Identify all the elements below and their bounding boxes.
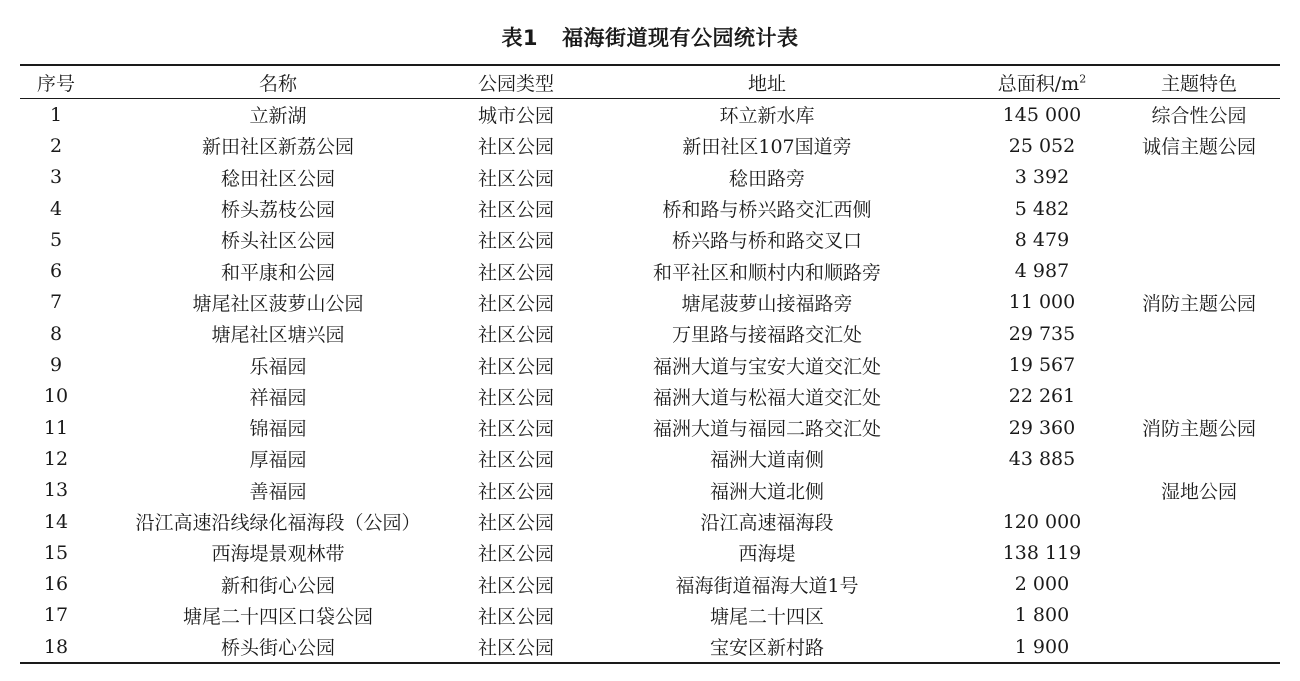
header-name: 名称 <box>258 72 297 95</box>
table-row <box>20 99 1280 131</box>
cell-type: 社区公园 <box>477 637 554 660</box>
cell-address: 塘尾二十四区 <box>709 605 824 628</box>
cell-no: 3 <box>49 166 63 189</box>
cell-no: 7 <box>49 291 63 314</box>
cell-type: 社区公园 <box>477 136 554 159</box>
cell-address: 福洲大道南侧 <box>709 449 824 472</box>
cell-address: 福海街道福海大道1号 <box>675 574 859 597</box>
cell-area: 120 000 <box>1002 510 1082 533</box>
cell-address: 西海堤 <box>738 543 796 566</box>
cell-no: 4 <box>49 197 63 220</box>
cell-area: 138 119 <box>1002 541 1082 564</box>
table-row <box>20 568 1280 599</box>
cell-area <box>966 475 1118 506</box>
cell-no: 14 <box>43 510 69 533</box>
cell-type: 社区公园 <box>477 199 554 222</box>
cell-address: 万里路与接福路交汇处 <box>671 324 862 347</box>
cell-theme <box>1118 631 1280 663</box>
cell-type: 社区公园 <box>477 292 554 315</box>
cell-theme <box>1118 600 1280 631</box>
cell-name: 立新湖 <box>249 105 307 128</box>
cell-address: 宝安区新村路 <box>709 637 824 660</box>
table-title <box>0 24 1300 52</box>
cell-no: 6 <box>49 260 63 283</box>
cell-address: 桥兴路与桥和路交叉口 <box>671 230 862 253</box>
cell-no: 17 <box>43 604 69 627</box>
cell-address: 桥和路与桥兴路交汇西侧 <box>662 199 872 222</box>
header-area-unit-sup: 2 <box>1079 72 1087 86</box>
cell-no: 15 <box>43 541 69 564</box>
table-row <box>20 130 1280 161</box>
cell-type: 社区公园 <box>477 418 554 441</box>
cell-name: 西海堤景观林带 <box>211 543 345 566</box>
header-theme: 主题特色 <box>1160 72 1237 95</box>
cell-name: 沿江高速沿线绿化福海段（公园） <box>135 512 421 534</box>
table-row <box>20 255 1280 286</box>
cell-name: 稔田社区公园 <box>220 167 335 190</box>
cell-type: 社区公园 <box>477 512 554 534</box>
cell-type: 社区公园 <box>477 449 554 472</box>
cell-name: 厚福园 <box>249 449 307 472</box>
table-row <box>20 318 1280 349</box>
cell-area: 29 360 <box>1008 416 1076 439</box>
cell-area: 1 900 <box>1014 635 1070 658</box>
cell-area: 19 567 <box>1008 354 1076 377</box>
cell-theme <box>1118 193 1280 224</box>
cell-theme <box>1118 381 1280 412</box>
cell-name: 塘尾社区塘兴园 <box>211 324 345 347</box>
table-row <box>20 224 1280 255</box>
cell-type: 社区公园 <box>477 605 554 628</box>
cell-name: 新和街心公园 <box>220 574 335 597</box>
cell-no: 8 <box>49 322 63 345</box>
cell-address: 塘尾菠萝山接福路旁 <box>681 292 853 315</box>
table-row <box>20 287 1280 318</box>
cell-name: 锦福园 <box>249 418 307 441</box>
cell-name: 塘尾社区菠萝山公园 <box>192 292 364 315</box>
cell-address: 和平社区和顺村内和顺路旁 <box>652 261 881 284</box>
cell-area: 4 987 <box>1014 260 1070 283</box>
cell-area: 43 885 <box>1008 447 1076 470</box>
cell-name: 祥福园 <box>249 386 307 409</box>
cell-name: 乐福园 <box>249 355 307 378</box>
cell-type: 社区公园 <box>477 167 554 190</box>
cell-address: 沿江高速福海段 <box>700 512 834 534</box>
header-area <box>966 65 1118 99</box>
cell-name: 善福园 <box>249 480 307 503</box>
cell-no: 13 <box>43 479 69 502</box>
cell-type: 城市公园 <box>477 105 554 128</box>
table-number: 表1 <box>501 26 539 50</box>
cell-theme: 消防主题公园 <box>1141 292 1256 315</box>
table-row <box>20 537 1280 568</box>
cell-name: 塘尾二十四区口袋公园 <box>182 605 373 628</box>
cell-name: 桥头社区公园 <box>220 230 335 253</box>
header-type: 公园类型 <box>477 72 554 95</box>
cell-name: 新田社区新荔公园 <box>201 136 354 159</box>
cell-theme: 湿地公园 <box>1160 480 1237 503</box>
cell-no: 10 <box>43 385 69 408</box>
cell-no: 2 <box>49 134 63 157</box>
table-header <box>20 65 1280 99</box>
cell-theme <box>1118 506 1280 537</box>
table-row <box>20 349 1280 380</box>
cell-name: 桥头街心公园 <box>220 637 335 660</box>
table-row <box>20 381 1280 412</box>
table-row <box>20 631 1280 663</box>
cell-no: 1 <box>49 103 63 126</box>
cell-type: 社区公园 <box>477 574 554 597</box>
cell-theme <box>1118 537 1280 568</box>
table-row <box>20 475 1280 506</box>
cell-area: 2 000 <box>1014 573 1070 596</box>
cell-address: 福洲大道北侧 <box>709 480 824 503</box>
cell-theme <box>1118 224 1280 255</box>
cell-no: 18 <box>43 635 69 658</box>
table-body <box>20 99 1280 664</box>
cell-theme: 消防主题公园 <box>1141 418 1256 441</box>
cell-area: 3 392 <box>1014 166 1070 189</box>
cell-area: 11 000 <box>1008 291 1076 314</box>
cell-area: 29 735 <box>1008 322 1076 345</box>
cell-type: 社区公园 <box>477 355 554 378</box>
cell-type: 社区公园 <box>477 261 554 284</box>
cell-type: 社区公园 <box>477 480 554 503</box>
cell-no: 9 <box>49 354 63 377</box>
cell-type: 社区公园 <box>477 386 554 409</box>
cell-no: 16 <box>43 573 69 596</box>
parks-table <box>20 64 1280 664</box>
cell-area: 8 479 <box>1014 228 1070 251</box>
cell-theme <box>1118 443 1280 474</box>
cell-area: 25 052 <box>1008 134 1076 157</box>
header-row <box>20 65 1280 99</box>
header-no: 序号 <box>36 72 75 95</box>
table-row <box>20 506 1280 537</box>
cell-theme <box>1118 162 1280 193</box>
cell-address: 稔田路旁 <box>728 167 805 190</box>
cell-area: 1 800 <box>1014 604 1070 627</box>
cell-no: 12 <box>43 447 69 470</box>
table-row <box>20 600 1280 631</box>
cell-area: 145 000 <box>1002 103 1082 126</box>
table-row <box>20 412 1280 443</box>
header-area-label: 总面积/m <box>997 72 1080 95</box>
cell-name: 桥头荔枝公园 <box>220 199 335 222</box>
cell-type: 社区公园 <box>477 543 554 566</box>
header-address: 地址 <box>747 72 786 95</box>
cell-theme <box>1118 318 1280 349</box>
cell-no: 5 <box>49 228 63 251</box>
cell-theme <box>1118 255 1280 286</box>
cell-address: 福洲大道与福园二路交汇处 <box>652 418 881 441</box>
cell-no: 11 <box>43 416 69 439</box>
table-row <box>20 193 1280 224</box>
cell-address: 福洲大道与松福大道交汇处 <box>652 386 881 409</box>
cell-address: 新田社区107国道旁 <box>682 136 852 159</box>
cell-address: 福洲大道与宝安大道交汇处 <box>652 355 881 378</box>
cell-type: 社区公园 <box>477 230 554 253</box>
cell-area: 22 261 <box>1008 385 1076 408</box>
table-row <box>20 162 1280 193</box>
cell-name: 和平康和公园 <box>220 261 335 284</box>
cell-area: 5 482 <box>1014 197 1070 220</box>
table-caption: 福海街道现有公园统计表 <box>562 26 799 50</box>
cell-theme: 诚信主题公园 <box>1141 136 1256 159</box>
cell-address: 环立新水库 <box>719 105 815 128</box>
cell-type: 社区公园 <box>477 324 554 347</box>
cell-theme <box>1118 349 1280 380</box>
table-row <box>20 443 1280 474</box>
cell-theme: 综合性公园 <box>1151 105 1247 128</box>
cell-theme <box>1118 568 1280 599</box>
